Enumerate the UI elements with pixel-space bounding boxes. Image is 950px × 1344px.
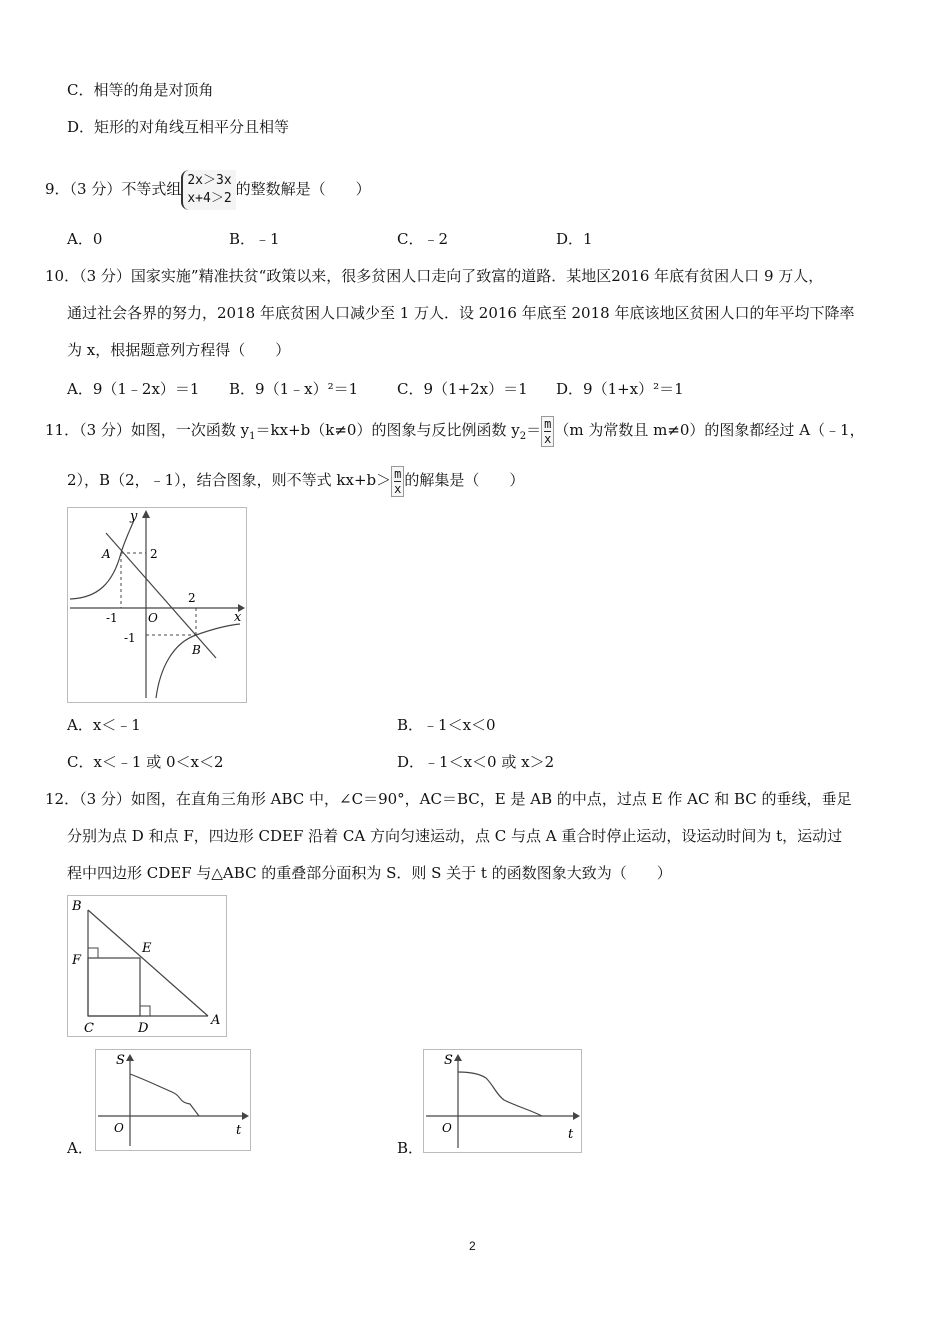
q11-option-b: B．﹣1＜x＜0 bbox=[397, 716, 496, 734]
q11-graph bbox=[67, 507, 247, 703]
q12-label-d: D bbox=[138, 1021, 149, 1036]
q9-sys-line2: x+4＞2 bbox=[187, 191, 232, 206]
q12-line3: 程中四边形 CDEF 与△ABC 的重叠部分面积为 S．则 S 关于 t 的函数图象大致为（ ） bbox=[67, 864, 672, 882]
q11-y-arrow-icon bbox=[142, 510, 150, 518]
q11-line1 bbox=[45, 412, 865, 455]
q11-label-o: O bbox=[148, 611, 158, 625]
q12-triangle-figure bbox=[67, 895, 227, 1037]
q12b-curve bbox=[458, 1072, 542, 1116]
q12-label-e: E bbox=[142, 941, 152, 956]
q11-label-2y: 2 bbox=[150, 547, 158, 561]
q11-label-x: x bbox=[234, 610, 242, 625]
q12-right-angle-f bbox=[88, 948, 98, 958]
q12b-label-s: S bbox=[444, 1053, 453, 1068]
q11-frac2-den: x bbox=[394, 481, 402, 496]
q10-option-a: A．9（1﹣2x）＝1 bbox=[67, 380, 200, 398]
q12-option-a-label: A． bbox=[67, 1139, 93, 1157]
q9-option-b: B．﹣1 bbox=[229, 230, 280, 248]
q11-frac2-num: m bbox=[394, 466, 402, 481]
q9-option-c: C．﹣2 bbox=[397, 230, 449, 248]
q11-label-a: A bbox=[102, 547, 111, 561]
q11-label-2x: 2 bbox=[188, 591, 196, 605]
q12-label-b: B bbox=[72, 899, 82, 914]
q12a-curve bbox=[130, 1074, 199, 1116]
q12-right-angle-d bbox=[140, 1006, 150, 1016]
q11-option-d: D．﹣1＜x＜0 或 x＞2 bbox=[397, 753, 555, 771]
page-number: 2 bbox=[469, 1239, 476, 1253]
q12-label-a: A bbox=[211, 1013, 221, 1028]
q12-side-ab bbox=[88, 910, 208, 1016]
q11-text-a: 11．（3 分）如图，一次函数 y bbox=[45, 421, 250, 439]
q12b-label-o: O bbox=[442, 1121, 452, 1135]
q11-text-e: 2），B（2，﹣1），结合图象，则不等式 kx+b＞ bbox=[67, 471, 392, 489]
q11-text-d: （m 为常数且 m≠0）的图象都经过 A（﹣1， bbox=[554, 421, 865, 439]
q11-hyperbola-right bbox=[156, 624, 240, 698]
q11-frac1-den: x bbox=[544, 431, 552, 446]
q8-option-d: D．矩形的对角线互相平分且相等 bbox=[67, 118, 290, 136]
q11-label-b: B bbox=[192, 643, 201, 657]
q12-line1: 12．（3 分）如图，在直角三角形 ABC 中，∠C＝90°，AC＝BC，E 是 AB 的中点，过点 E 作 AC 和 BC 的垂线，垂足 bbox=[45, 790, 852, 808]
q11-text-b: ＝kx+b（k≠0）的图象与反比例函数 y bbox=[255, 421, 520, 439]
q11-text-f: 的解集是（ ） bbox=[404, 471, 525, 489]
q12b-t-arrow-icon bbox=[573, 1112, 580, 1120]
q12-label-c: C bbox=[84, 1021, 94, 1036]
q12a-label-o: O bbox=[114, 1121, 124, 1135]
q9-stem-pre: 9．（3 分）不等式组 bbox=[45, 180, 182, 198]
q9-sys-line1: 2x＞3x bbox=[187, 173, 232, 188]
q11-line2 bbox=[67, 460, 524, 500]
q11-label-y: y bbox=[130, 509, 138, 524]
q11-linear-function bbox=[106, 533, 216, 658]
q11-fraction-1 bbox=[541, 416, 554, 447]
q12b-s-arrow-icon bbox=[454, 1054, 462, 1061]
q9-inequality-system bbox=[181, 170, 235, 210]
q10-option-b: B．9（1﹣x）²＝1 bbox=[229, 380, 359, 398]
q12a-label-s: S bbox=[116, 1053, 125, 1068]
q9-stem bbox=[45, 170, 371, 210]
q8-option-c: C．相等的角是对顶角 bbox=[67, 81, 214, 99]
q9-stem-post: 的整数解是（ ） bbox=[235, 180, 371, 198]
q12-option-a-graph bbox=[95, 1049, 251, 1151]
q12-option-b-graph bbox=[423, 1049, 582, 1153]
q12-rect-cdef bbox=[88, 958, 140, 1016]
q11-fraction-2 bbox=[391, 466, 404, 497]
q12a-label-t: t bbox=[236, 1123, 242, 1138]
q10-option-d: D．9（1+x）²＝1 bbox=[556, 380, 684, 398]
q10-option-c: C．9（1+2x）＝1 bbox=[397, 380, 528, 398]
q11-sub2: 2 bbox=[519, 431, 527, 442]
q12a-t-arrow-icon bbox=[242, 1112, 249, 1120]
q12a-s-arrow-icon bbox=[126, 1054, 134, 1061]
q11-option-c: C．x＜﹣1 或 0＜x＜2 bbox=[67, 753, 224, 771]
q10-line3: 为 x，根据题意列方程得（ ） bbox=[67, 341, 291, 359]
q11-text-c: ＝ bbox=[526, 421, 542, 439]
q9-option-d: D．1 bbox=[556, 230, 593, 248]
q12-label-f: F bbox=[72, 953, 82, 968]
q12-line2: 分别为点 D 和点 F，四边形 CDEF 沿着 CA 方向匀速运动，点 C 与点 A 重合时停止运动，设运动时间为 t，运动过 bbox=[67, 827, 843, 845]
q11-option-a: A．x＜﹣1 bbox=[67, 716, 141, 734]
q12b-label-t: t bbox=[568, 1127, 574, 1142]
q12-option-b-label: B． bbox=[397, 1139, 424, 1157]
q11-label-neg1y: -1 bbox=[124, 631, 136, 645]
q9-option-a: A．0 bbox=[67, 230, 103, 248]
q11-frac1-num: m bbox=[544, 416, 552, 431]
q11-label-neg1x: -1 bbox=[106, 611, 118, 625]
q10-line2: 通过社会各界的努力，2018 年底贫困人口减少至 1 万人．设 2016 年底至 2018 年底该地区贫困人口的年平均下降率 bbox=[67, 304, 855, 322]
q10-line1: 10．（3 分）国家实施”精准扶贫“政策以来，很多贫困人口走向了致富的道路．某地区2016 年底有贫困人口 9 万人， bbox=[45, 267, 824, 285]
q11-sub1: 1 bbox=[249, 431, 256, 442]
